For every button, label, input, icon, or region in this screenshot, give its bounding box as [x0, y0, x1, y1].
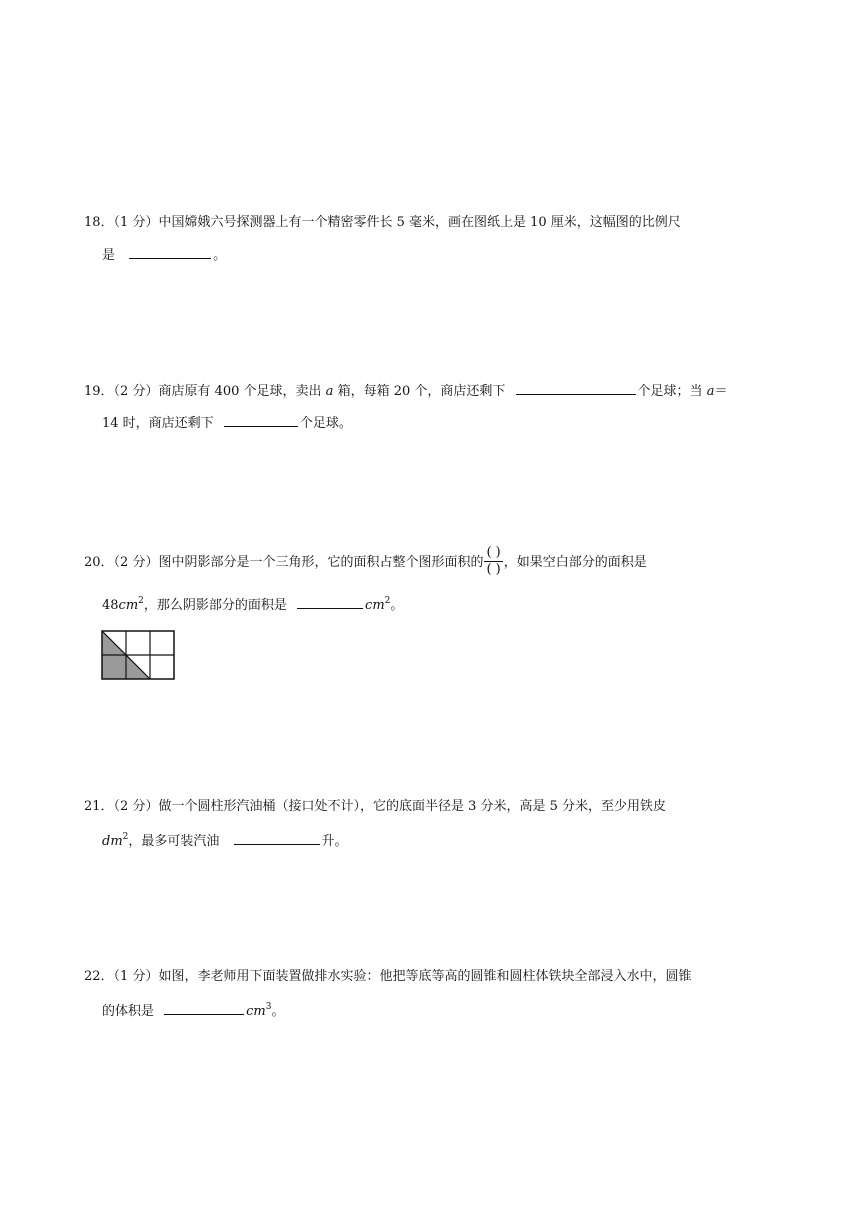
q20-line-2 [102, 596, 403, 615]
fraction-denominator[interactable]: ( ) [486, 562, 501, 577]
q19-text-c: 个足球；当 [637, 384, 703, 399]
q19-equals: ＝ [714, 384, 728, 399]
answer-blank-20[interactable] [297, 596, 363, 609]
answer-blank-19b[interactable] [224, 414, 298, 427]
answer-blank-18[interactable] [129, 246, 211, 259]
q22-sup: 3 [265, 1002, 272, 1012]
q20-text-a: 20．（2 分）图中阴影部分是一个三角形，它的面积占整个图形面积的 [84, 555, 484, 570]
q20-unit: cm [118, 598, 139, 613]
q21-text: ，最多可装汽油 [128, 834, 220, 849]
q18-text: 是 [102, 248, 116, 263]
q19-text-d: 14 时，商店还剩下 [102, 416, 214, 431]
q21-unit: dm [102, 834, 123, 849]
q22-line-2 [102, 1002, 285, 1021]
q19-var-a-2: a [706, 384, 715, 399]
q19-text-e: 个足球。 [299, 416, 352, 431]
q18-line-1: 18．（1 分）中国嫦娥六号探测器上有一个精密零件长 5 毫米，画在图纸上是 10 厘米，这幅图的比例尺 [84, 215, 681, 230]
q20-num: 48 [102, 598, 119, 613]
q20-text-c: ，那么阴影部分的面积是 [143, 598, 287, 613]
q21-sup: 2 [122, 832, 129, 842]
shaded-triangle-figure [100, 629, 178, 681]
q19-var-a: a [325, 384, 334, 399]
q20-unit-2: cm [365, 598, 385, 613]
q21-line-2 [102, 832, 348, 851]
q22-text: 的体积是 [102, 1004, 155, 1019]
answer-blank-22[interactable] [164, 1002, 244, 1015]
answer-blank-21[interactable] [234, 832, 320, 845]
q22-unit: cm [246, 1004, 266, 1019]
q20-sup: 2 [138, 596, 144, 606]
q22-line-1: 22．（1 分）如图，李老师用下面装置做排水实验：他把等底等高的圆锥和圆柱体铁块全部浸入水中，圆锥 [84, 969, 692, 984]
q19-line-2 [102, 414, 352, 433]
q20-period: 。 [390, 598, 404, 613]
q19-text-b: 箱，每箱 20 个，商店还剩下 [337, 384, 506, 399]
q22-period: 。 [271, 1004, 285, 1019]
q18-period: 。 [213, 248, 227, 263]
answer-blank-19a[interactable] [516, 382, 636, 395]
q20-text-b: ，如果空白部分的面积是 [503, 555, 647, 570]
q19-text-a: 19．（2 分）商店原有 400 个足球，卖出 [84, 384, 322, 399]
q19-line-1 [84, 382, 727, 401]
q21-line-1: 21．（2 分）做一个圆柱形汽油桶（接口处不计），它的底面半径是 3 分米，高是 5 分米，至少用铁皮 [84, 799, 667, 814]
q20-fraction-blank[interactable] [484, 545, 502, 578]
q18-line-2 [102, 246, 226, 265]
q21-period: 升。 [321, 834, 348, 849]
q20-line-1 [84, 546, 647, 579]
fraction-numerator[interactable]: ( ) [486, 545, 501, 560]
q20-sup-2: 2 [384, 596, 391, 606]
